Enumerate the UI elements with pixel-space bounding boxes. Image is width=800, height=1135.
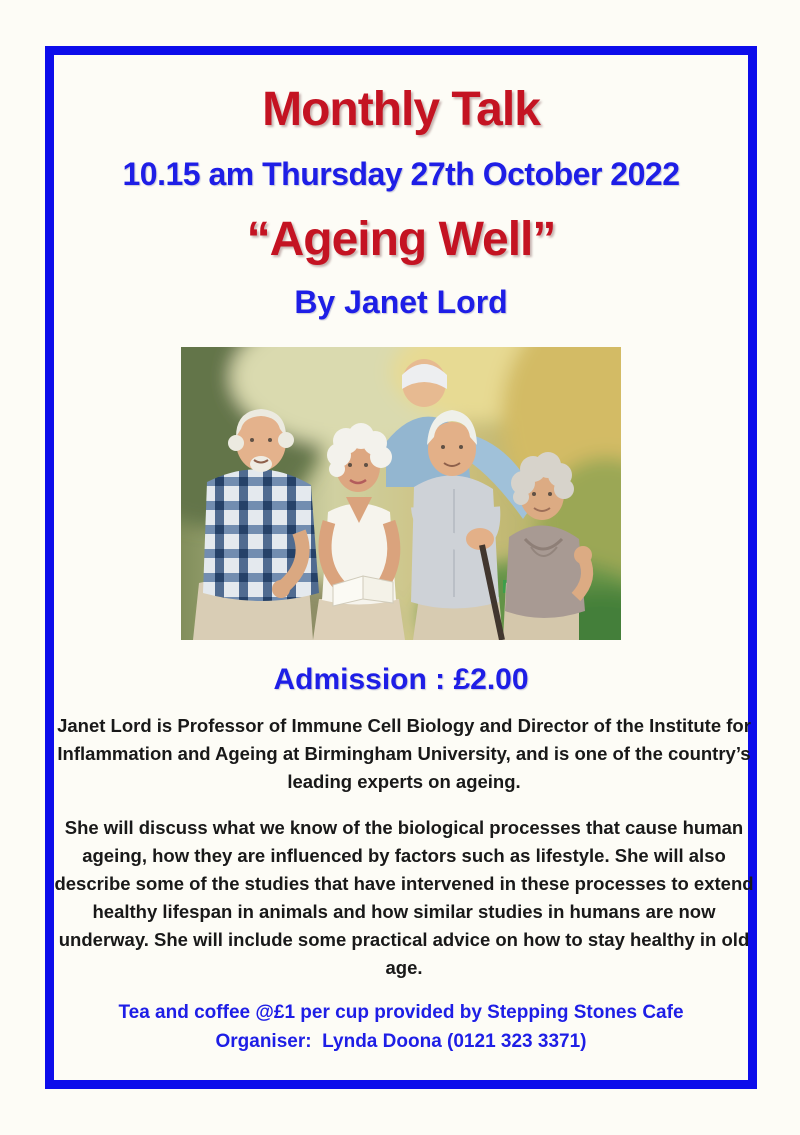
speaker-name: By Janet Lord (294, 283, 508, 320)
event-photo (181, 347, 621, 640)
organiser-contact-line: Organiser: Lynda Doona (0121 323 3371) (215, 1030, 587, 1052)
event-photo-illustration (181, 347, 621, 640)
talk-description-paragraph: She will discuss what we know of the biological processes that cause human ageing, how they are influenced by factors such as lifestyle. She will also describe some of the studies that have intervened in these processes to extend healthy lifespan in animals and how similar studies in humans are now underway. She will include some practical advice on how to stay healthy in old age. (54, 816, 754, 978)
event-datetime: 10.15 am Thursday 27th October 2022 (122, 155, 680, 192)
speaker-bio-paragraph: Janet Lord is Professor of Immune Cell Biology and Director of the Institute for Inflammation and Ageing at Birmingham University, and is one of the country’s leading experts on ageing. (57, 714, 751, 792)
event-series-title: Monthly Talk (262, 83, 540, 136)
admission-price: Admission : £2.00 (273, 662, 529, 696)
flyer-border-frame (45, 46, 757, 1089)
refreshments-line: Tea and coffee @£1 per cup provided by Stepping Stones Cafe (118, 1001, 684, 1023)
talk-title: “Ageing Well” (246, 212, 556, 266)
footer-info (54, 998, 748, 1056)
